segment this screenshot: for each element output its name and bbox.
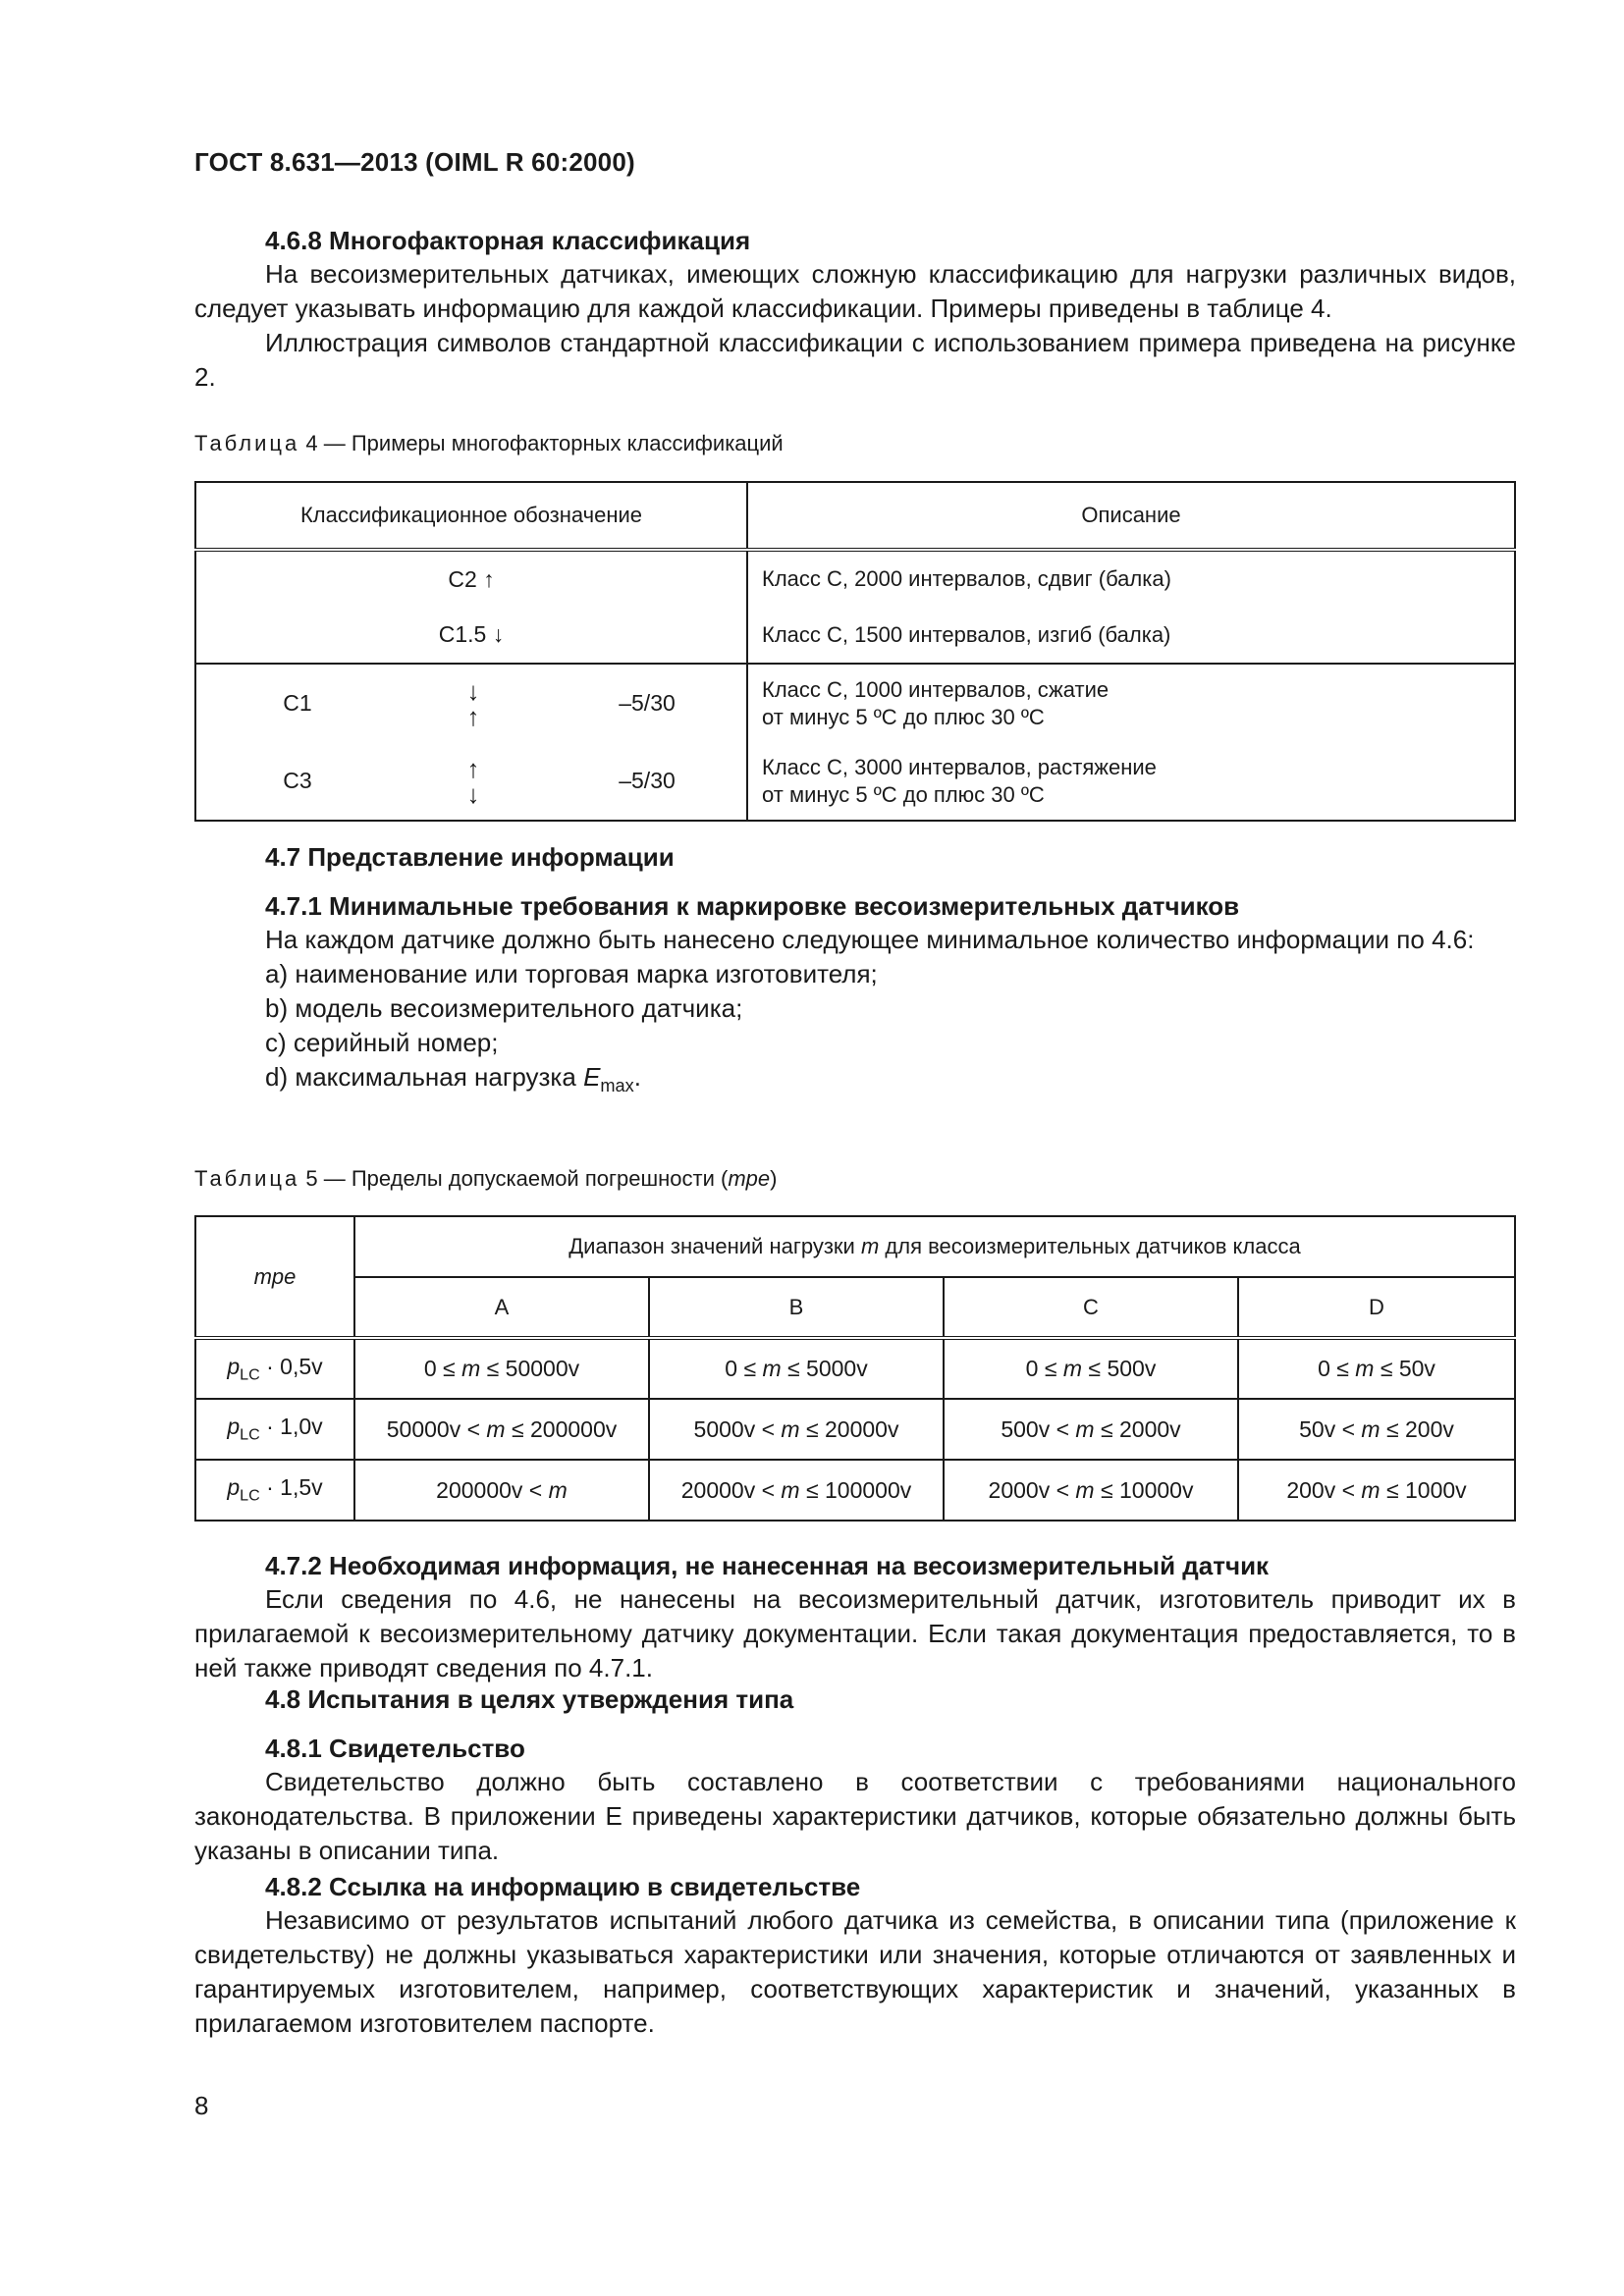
desc-line: Класс С, 3000 интервалов, растяжение [762, 754, 1157, 779]
table-row [195, 742, 1515, 821]
table5-class-c: C [944, 1277, 1238, 1338]
table5-class-d: D [1238, 1277, 1515, 1338]
caption-end: ) [770, 1166, 778, 1191]
table-row [195, 1460, 1515, 1521]
arrow-stack [466, 753, 480, 809]
arrow-down-icon: ↓ [466, 675, 480, 706]
list-item [194, 1060, 1516, 1103]
table5-range-a: 200000v < m [354, 1460, 649, 1521]
table4-code: C2 ↑ [195, 550, 747, 607]
caption-text: 4 — Примеры многофакторных классификаций [305, 431, 784, 455]
desc-line: от минус 5 ºС до плюс 30 ºС [762, 781, 1045, 807]
section-4-8 [194, 1682, 1516, 1716]
caption-italic: mpe [728, 1166, 771, 1191]
arrow-down-icon: ↓ [466, 778, 480, 809]
desc-line: от минус 5 ºС до плюс 30 ºС [762, 704, 1045, 729]
section-4-7-1 [194, 889, 1516, 1103]
list-item: b) модель весоизмерительного датчика; [265, 993, 743, 1023]
section-title: 4.8 Испытания в целях утверждения типа [265, 1684, 794, 1714]
list-item: с) серийный номер; [265, 1028, 499, 1057]
section-4-7-2 [194, 1549, 1516, 1685]
paragraph: На каждом датчике должно быть нанесено следующее минимальное количество информации по 4.6: [265, 925, 1475, 954]
caption-label: Таблица [194, 431, 300, 455]
table5-range-d: 200v < m ≤ 1000v [1238, 1460, 1515, 1521]
table4-desc [747, 664, 1515, 742]
table4-class: C1 [195, 664, 399, 742]
table5-range-d: 50v < m ≤ 200v [1238, 1399, 1515, 1460]
table4-header-desc: Описание [747, 482, 1515, 550]
table5-mpe-cell: $p_{LC} \cdot 1,5v$ [195, 1460, 354, 1521]
table5-range-c: 0 ≤ m ≤ 500v [944, 1338, 1238, 1399]
arrow-stack [466, 675, 480, 731]
table5-class-b: B [649, 1277, 944, 1338]
section-title: 4.7.1 Минимальные требования к маркировке весоизмерительных датчиков [265, 891, 1240, 921]
table5-range-d: 0 ≤ m ≤ 50v [1238, 1338, 1515, 1399]
table4-class: C3 [195, 742, 399, 821]
header-text: для весоизмерительных датчиков класса [879, 1234, 1301, 1258]
section-title: 4.8.2 Ссылка на информацию в свидетельстве [265, 1872, 861, 1901]
section-4-7 [194, 840, 1516, 874]
arrow-up-icon: ↑ [466, 701, 480, 731]
table5-mpe-cell: $p_{LC} \cdot 0,5v$ [195, 1338, 354, 1399]
paragraph: Если сведения по 4.6, не нанесены на весоизмерительный датчик, изготовитель приводит их в прилагаемой к весоизмерительному датчику документации. Если такая документация предоставляется, то в ней также приводят сведения по 4.7.1. [194, 1584, 1516, 1682]
symbol: E [583, 1062, 601, 1092]
paragraph: Свидетельство должно быть составлено в соответствии с требованиями национального законодательства. В приложении Е приведены характеристики датчиков, которые обязательно должны быть указаны в описании типа. [194, 1767, 1516, 1865]
header-italic: m [860, 1234, 880, 1258]
paragraph: Иллюстрация символов стандартной классификации с использованием примера приведена на рисунке 2. [194, 328, 1516, 392]
section-4-8-1 [194, 1732, 1516, 1868]
section-title: 4.8.1 Свидетельство [265, 1734, 525, 1763]
table5-range-header [354, 1216, 1515, 1277]
section-title: 4.7.2 Необходимая информация, не нанесенная на весоизмерительный датчик [265, 1551, 1270, 1580]
table-row [195, 1399, 1515, 1460]
caption-text: 5 — Пределы допускаемой погрешности ( [305, 1166, 729, 1191]
table-row [195, 664, 1515, 742]
list-item: а) наименование или торговая марка изготовителя; [265, 959, 878, 988]
table5-range-a: 50000v < m ≤ 200000v [354, 1399, 649, 1460]
table5-range-b: 20000v < m ≤ 100000v [649, 1460, 944, 1521]
table4-temp: –5/30 [548, 742, 747, 821]
table5-range-a: 0 ≤ m ≤ 50000v [354, 1338, 649, 1399]
table5-range-b: 5000v < m ≤ 20000v [649, 1399, 944, 1460]
section-title: 4.6.8 Многофакторная классификация [265, 226, 751, 255]
table5-range-c: 2000v < m ≤ 10000v [944, 1460, 1238, 1521]
table5-range-c: 500v < m ≤ 2000v [944, 1399, 1238, 1460]
desc-line: Класс С, 1000 интервалов, сжатие [762, 676, 1110, 702]
table-row [195, 1338, 1515, 1399]
table4 [194, 481, 1516, 822]
table5-class-a: A [354, 1277, 649, 1338]
table4-temp: –5/30 [548, 664, 747, 742]
list-item-text: d) максимальная нагрузка [265, 1062, 584, 1092]
section-title: 4.7 Представление информации [265, 842, 675, 872]
table4-caption [194, 429, 1516, 458]
table5 [194, 1215, 1516, 1522]
table5-caption [194, 1164, 1516, 1194]
section-4-8-2 [194, 1870, 1516, 2041]
table4-desc: Класс С, 1500 интервалов, изгиб (балка) [747, 607, 1515, 664]
table4-code: C1.5 ↓ [195, 607, 747, 664]
caption-label: Таблица [194, 1166, 300, 1191]
table-row [195, 550, 1515, 607]
section-4-6-8 [194, 224, 1516, 395]
symbol-subscript: max [600, 1076, 634, 1096]
table5-mpe-cell: $p_{LC} \cdot 1,0v$ [195, 1399, 354, 1460]
arrow-up-icon: ↑ [466, 753, 480, 783]
header-text: Диапазон значений нагрузки [568, 1234, 861, 1258]
document-header: ГОСТ 8.631—2013 (OIML R 60:2000) [194, 147, 635, 177]
page-number: 8 [194, 2091, 209, 2120]
table5-mpe-header: mpe [195, 1216, 354, 1338]
paragraph: На весоизмерительных датчиках, имеющих сложную классификацию для нагрузки различных видов, следует указывать информацию для каждой классификации. Примеры приведены в таблице 4. [194, 259, 1516, 323]
list-item-end: . [633, 1062, 641, 1092]
paragraph: Независимо от результатов испытаний любого датчика из семейства, в описании типа (приложение к свидетельству) не должны указываться характеристики или значения, которые отличаются от заявленных и гарантируемых изготовителем, например, соответствующих характеристик и значений, указанных в прилагаемом изготовителем паспорте. [194, 1905, 1516, 2038]
table4-desc [747, 742, 1515, 821]
table4-header-code: Классификационное обозначение [195, 482, 747, 550]
table-row [195, 607, 1515, 664]
table5-range-b: 0 ≤ m ≤ 5000v [649, 1338, 944, 1399]
table4-desc: Класс С, 2000 интервалов, сдвиг (балка) [747, 550, 1515, 607]
